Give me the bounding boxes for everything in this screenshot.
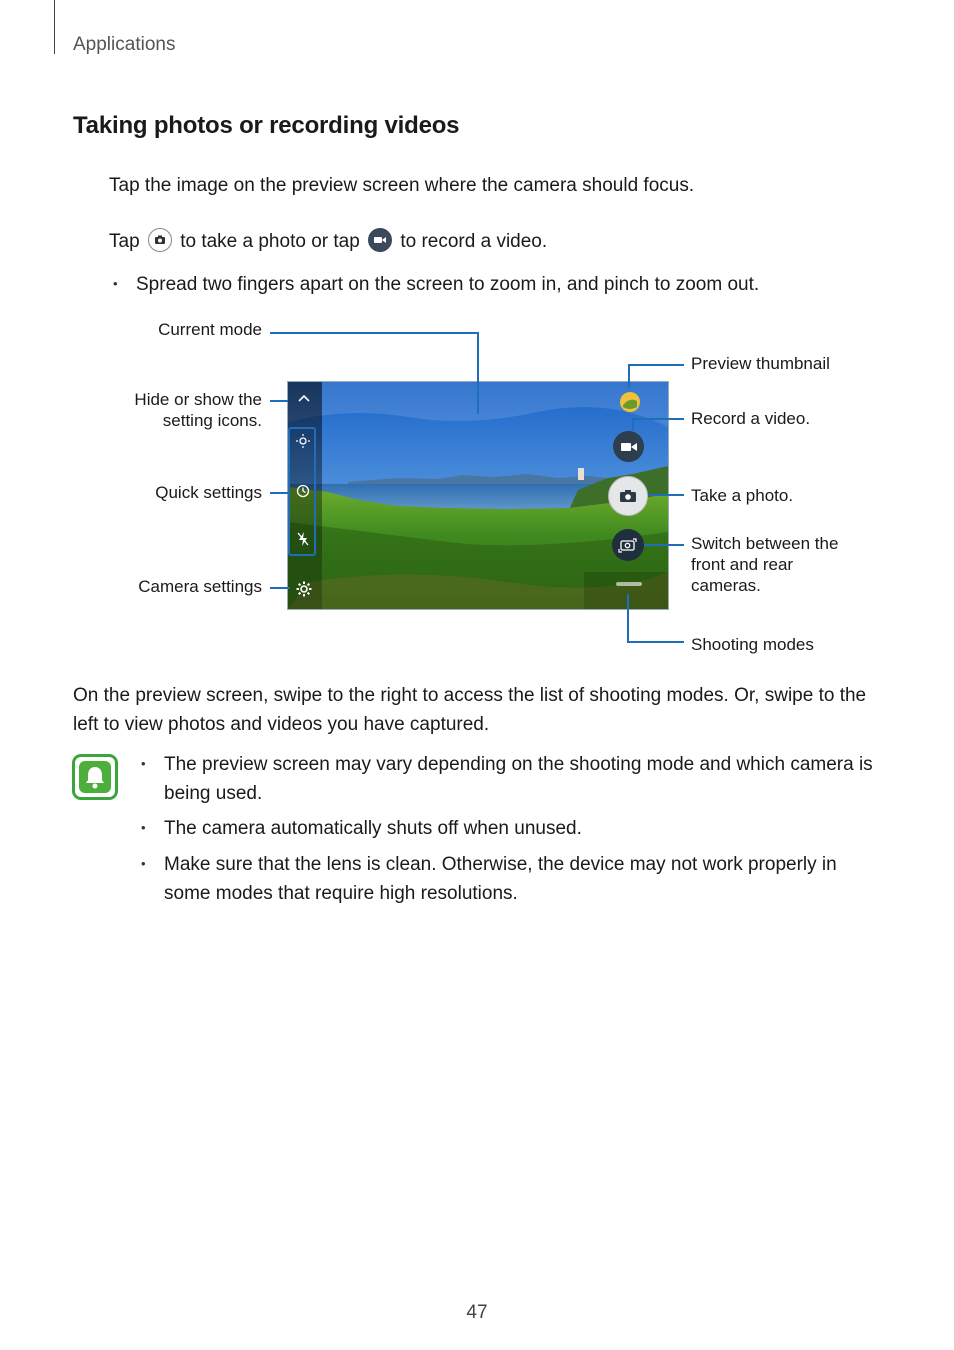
bullet-dot: • xyxy=(113,276,118,291)
leader-line xyxy=(644,544,684,546)
page-number: 47 xyxy=(466,1302,488,1323)
page-title: Taking photos or recording videos xyxy=(73,112,460,139)
note-item: The preview screen may vary depending on the shooting mode and which camera is being used. xyxy=(164,754,873,804)
note-item: The camera automatically shuts off when unused. xyxy=(164,818,582,839)
tap-instruction: Tap to take a photo or tap to record a video. xyxy=(109,227,547,256)
take-photo-button[interactable] xyxy=(608,476,648,516)
section-header: Applications xyxy=(73,34,176,55)
callout-current-mode: Current mode xyxy=(158,320,262,339)
note-item: Make sure that the lens is clean. Otherwise, the device may not work properly in some modes that require high resolutions. xyxy=(164,854,837,904)
leader-line xyxy=(477,332,479,414)
gear-icon[interactable] xyxy=(293,578,315,600)
callout-switch-camera: Switch between the front and rear cameras. xyxy=(691,534,839,595)
bullet-dot: • xyxy=(141,856,146,871)
quick-settings-frame xyxy=(288,427,316,556)
leader-line xyxy=(627,594,629,642)
camera-icon xyxy=(619,489,637,503)
intro-line: Tap the image on the preview screen where the camera should focus. xyxy=(109,175,695,196)
shooting-modes-indicator[interactable] xyxy=(616,582,642,586)
leader-line xyxy=(627,641,684,643)
gallery-thumbnail-icon[interactable] xyxy=(618,390,642,414)
record-video-button[interactable] xyxy=(613,431,644,462)
callout-take-photo: Take a photo. xyxy=(691,486,794,505)
camera-preview[interactable] xyxy=(287,381,669,610)
bullet-dot: • xyxy=(141,820,146,835)
leader-line xyxy=(628,364,684,366)
leader-line xyxy=(648,494,684,496)
camera-icon xyxy=(148,228,172,252)
callout-quick-settings: Quick settings xyxy=(155,483,262,502)
bullet-dot: • xyxy=(141,756,146,771)
leader-line xyxy=(270,587,290,589)
switch-camera-button[interactable] xyxy=(612,529,644,561)
callout-hide-show: Hide or show the setting icons. xyxy=(134,390,262,430)
callout-shooting-modes: Shooting modes xyxy=(691,635,814,654)
leader-line xyxy=(270,400,288,402)
body-paragraph: On the preview screen, swipe to the right to access the list of shooting modes. Or, swipe to the left to view photos and videos you have captured. xyxy=(73,685,867,735)
leader-line xyxy=(628,364,630,388)
leader-line xyxy=(270,492,288,494)
callout-preview-thumbnail: Preview thumbnail xyxy=(691,354,830,373)
video-camera-icon xyxy=(368,228,392,252)
chevron-up-icon[interactable] xyxy=(294,390,314,406)
margin-rule xyxy=(54,0,55,54)
callout-record-video: Record a video. xyxy=(691,409,811,428)
leader-line xyxy=(270,332,478,334)
video-camera-icon xyxy=(620,441,638,453)
zoom-tip: Spread two fingers apart on the screen to zoom in, and pinch to zoom out. xyxy=(136,274,760,295)
switch-camera-icon xyxy=(618,537,638,553)
notice-bell-icon xyxy=(72,754,118,800)
leader-line xyxy=(632,418,634,430)
callout-camera-settings: Camera settings xyxy=(138,577,262,596)
leader-line xyxy=(632,418,684,420)
